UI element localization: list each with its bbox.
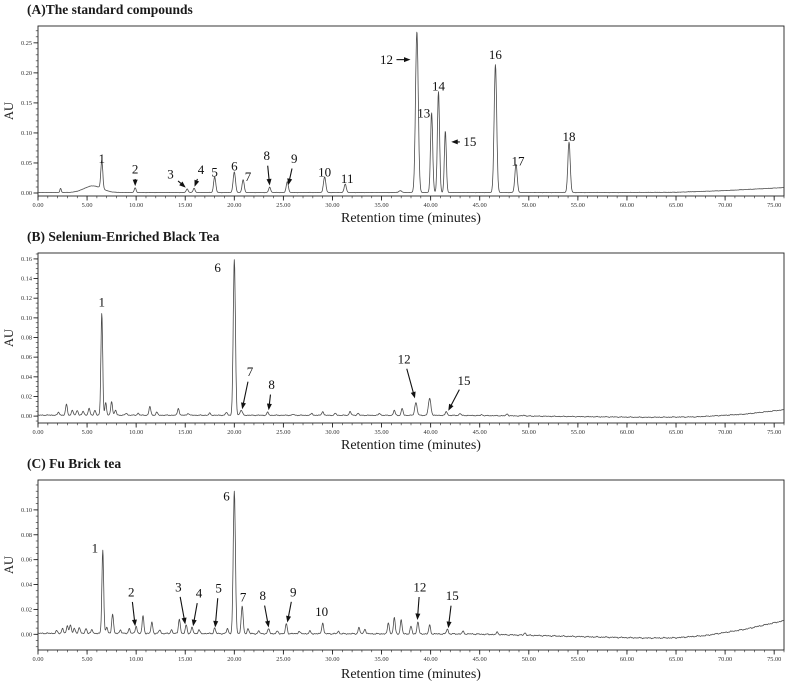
peak-number-label: 5 (215, 580, 222, 596)
x-tick-label: 65.00 (668, 656, 684, 663)
x-tick-label: 10.00 (129, 656, 144, 663)
chromatogram-a (0, 0, 791, 227)
panel-a-plot (21, 26, 784, 209)
x-tick-label: 55.00 (570, 656, 585, 663)
annotation-arrowhead (411, 392, 416, 399)
peak-number-label: 12 (413, 579, 427, 595)
y-tick-label: 0.12 (20, 295, 32, 303)
annotation-arrowhead (194, 180, 199, 187)
panel-c (0, 454, 791, 683)
peak-number-label: 12 (397, 351, 411, 367)
x-tick-label: 70.00 (718, 429, 733, 436)
annotation-arrow-line (289, 169, 292, 181)
panel-a-xlabel: Retention time (minutes) (341, 211, 481, 226)
peak-number-label: 3 (175, 579, 182, 595)
x-tick-label: 55.00 (570, 202, 585, 209)
annotation-arrowhead (267, 403, 272, 410)
peak-number-label: 7 (239, 589, 247, 605)
peak-number-label: 8 (263, 148, 270, 164)
peak-number-label: 10 (315, 604, 329, 620)
x-tick-label: 60.00 (619, 202, 635, 209)
annotation-arrow-line (451, 390, 460, 407)
x-tick-label: 75.00 (767, 202, 782, 209)
y-tick-label: 0.05 (20, 159, 32, 167)
peak-number-label: 12 (379, 51, 393, 67)
peak-number-label: 8 (259, 588, 267, 604)
peak-number-label: 6 (231, 158, 238, 174)
x-tick-label: 15.00 (178, 202, 193, 209)
x-tick-label: 55.00 (570, 429, 585, 436)
annotation-arrow-line (216, 598, 218, 622)
x-tick-label: 35.00 (374, 656, 389, 663)
annotation-arrowhead (447, 621, 452, 628)
annotation-arrow-line (288, 602, 291, 618)
annotation-arrowhead (182, 618, 187, 625)
annotation-arrowhead (213, 621, 218, 628)
x-tick-label: 20.00 (227, 429, 242, 436)
panel-b-title: (B) Selenium-Enriched Black Tea (27, 229, 220, 244)
y-tick-label: 0.08 (20, 531, 32, 539)
x-tick-label: 75.00 (767, 429, 782, 436)
peak-number-label: 14 (431, 78, 445, 94)
x-tick-label: 45.00 (472, 202, 487, 209)
x-tick-label: 5.00 (81, 429, 93, 436)
peak-number-label: 1 (91, 540, 99, 556)
panel-a-title: (A)The standard compounds (27, 2, 193, 17)
peak-number-label: 2 (128, 584, 135, 600)
x-tick-label: 15.00 (178, 429, 193, 436)
trace-line (38, 260, 784, 418)
x-tick-label: 70.00 (718, 202, 733, 209)
x-tick-label: 65.00 (668, 429, 684, 436)
peak-number-label: 10 (318, 164, 332, 180)
panel-b-plot (21, 253, 784, 436)
x-tick-label: 20.00 (227, 656, 242, 663)
x-tick-label: 5.00 (81, 202, 93, 209)
peak-number-label: 9 (289, 584, 297, 600)
y-tick-label: 0.04 (20, 581, 32, 589)
panel-a-ylabel: AU (2, 101, 16, 121)
x-tick-label: 70.00 (718, 656, 733, 663)
x-tick-label: 40.00 (423, 202, 438, 209)
x-tick-label: 50.00 (521, 656, 536, 663)
annotation-arrowhead (192, 619, 197, 626)
annotation-arrowhead (286, 616, 291, 623)
y-tick-label: 0.00 (20, 189, 32, 197)
annotation-arrowhead (132, 619, 137, 626)
y-tick-label: 0.20 (20, 69, 32, 77)
panel-c-title: (C) Fu Brick tea (27, 456, 122, 471)
peak-number-label: 6 (214, 260, 221, 276)
panel-c-ylabel: AU (2, 555, 16, 575)
annotation-arrow-line (265, 606, 268, 623)
y-tick-label: 0.15 (20, 99, 32, 107)
peak-number-label: 1 (98, 151, 106, 167)
annotation-arrow-line (132, 602, 134, 621)
y-tick-label: 0.25 (20, 39, 32, 47)
panel-b-xlabel: Retention time (minutes) (341, 438, 481, 453)
panel-a (0, 0, 791, 227)
x-tick-label: 50.00 (521, 202, 536, 209)
x-tick-label: 15.00 (178, 656, 193, 663)
peak-number-label: 15 (463, 134, 477, 150)
peak-number-label: 11 (340, 170, 354, 186)
annotation-arrowhead (415, 613, 420, 620)
panel-b (0, 227, 791, 454)
y-tick-label: 0.10 (20, 129, 32, 137)
x-tick-label: 10.00 (129, 202, 144, 209)
x-tick-label: 0.00 (32, 202, 44, 209)
annotation-arrow-line (180, 597, 184, 620)
x-tick-label: 75.00 (767, 656, 782, 663)
y-tick-label: 0.04 (20, 373, 32, 381)
peak-number-label: 6 (223, 488, 230, 504)
panel-c-xlabel: Retention time (minutes) (341, 667, 481, 682)
trace-line (38, 491, 784, 639)
x-tick-label: 30.00 (325, 202, 340, 209)
x-tick-label: 5.00 (81, 656, 93, 663)
peak-number-label: 16 (488, 47, 502, 63)
peak-number-label: 1 (98, 294, 106, 310)
plot-border (38, 253, 784, 423)
annotation-arrowhead (241, 402, 246, 409)
x-tick-label: 0.00 (32, 429, 44, 436)
y-tick-label: 0.14 (20, 275, 32, 283)
peak-number-label: 13 (417, 105, 431, 121)
panel-b-ylabel: AU (2, 328, 16, 348)
annotation-arrow-line (407, 369, 414, 394)
x-tick-label: 40.00 (423, 656, 438, 663)
annotation-arrowhead (451, 139, 458, 144)
x-tick-label: 65.00 (668, 202, 684, 209)
chromatogram-c (0, 454, 791, 683)
x-tick-label: 30.00 (325, 429, 340, 436)
peak-number-label: 4 (197, 161, 205, 177)
peak-number-label: 7 (244, 169, 252, 185)
peak-number-label: 15 (457, 373, 471, 389)
peak-number-label: 15 (445, 588, 459, 604)
peak-number-label: 3 (167, 166, 174, 182)
annotation-arrow-line (449, 606, 451, 623)
x-tick-label: 60.00 (619, 656, 635, 663)
annotation-arrow-line (269, 395, 270, 406)
annotation-arrowhead (448, 404, 453, 411)
annotation-arrowhead (265, 621, 270, 628)
chromatogram-b (0, 227, 791, 454)
peak-number-label: 2 (131, 161, 139, 177)
y-tick-label: 0.06 (20, 556, 32, 564)
annotation-arrow-line (194, 603, 197, 621)
plot-border (38, 480, 784, 650)
y-tick-label: 0.10 (20, 506, 32, 514)
x-tick-label: 30.00 (325, 656, 340, 663)
annotation-arrow-line (268, 166, 269, 181)
peak-number-label: 9 (290, 151, 298, 167)
x-tick-label: 20.00 (227, 202, 242, 209)
x-tick-label: 40.00 (423, 429, 438, 436)
y-tick-label: 0.00 (20, 413, 32, 421)
annotation-arrowhead (133, 180, 138, 187)
x-tick-label: 35.00 (374, 429, 389, 436)
peak-number-label: 17 (511, 153, 525, 169)
x-tick-label: 50.00 (521, 429, 536, 436)
peak-number-label: 5 (211, 164, 218, 180)
annotation-arrow-line (418, 597, 419, 615)
panel-c-plot (21, 480, 784, 663)
y-tick-label: 0.16 (20, 255, 32, 263)
y-tick-label: 0.02 (20, 393, 32, 401)
x-tick-label: 10.00 (129, 429, 144, 436)
annotation-arrowhead (267, 179, 272, 186)
y-tick-label: 0.00 (20, 631, 32, 639)
annotation-arrow-line (243, 382, 248, 405)
x-tick-label: 25.00 (276, 202, 291, 209)
peak-number-label: 8 (268, 376, 275, 392)
peak-number-label: 7 (246, 364, 254, 380)
peak-number-label: 18 (562, 128, 576, 144)
annotation-arrowhead (404, 57, 411, 62)
x-tick-label: 60.00 (619, 429, 635, 436)
x-tick-label: 45.00 (472, 429, 487, 436)
x-tick-label: 0.00 (32, 656, 44, 663)
plot-border (38, 26, 784, 196)
x-tick-label: 35.00 (374, 202, 389, 209)
y-tick-label: 0.10 (20, 314, 32, 322)
y-tick-label: 0.08 (20, 334, 32, 342)
y-tick-label: 0.02 (20, 606, 32, 614)
x-tick-label: 25.00 (276, 656, 291, 663)
x-tick-label: 45.00 (472, 656, 487, 663)
trace-line (38, 32, 784, 193)
peak-number-label: 4 (195, 585, 203, 601)
x-tick-label: 25.00 (276, 429, 291, 436)
y-tick-label: 0.06 (20, 354, 32, 362)
